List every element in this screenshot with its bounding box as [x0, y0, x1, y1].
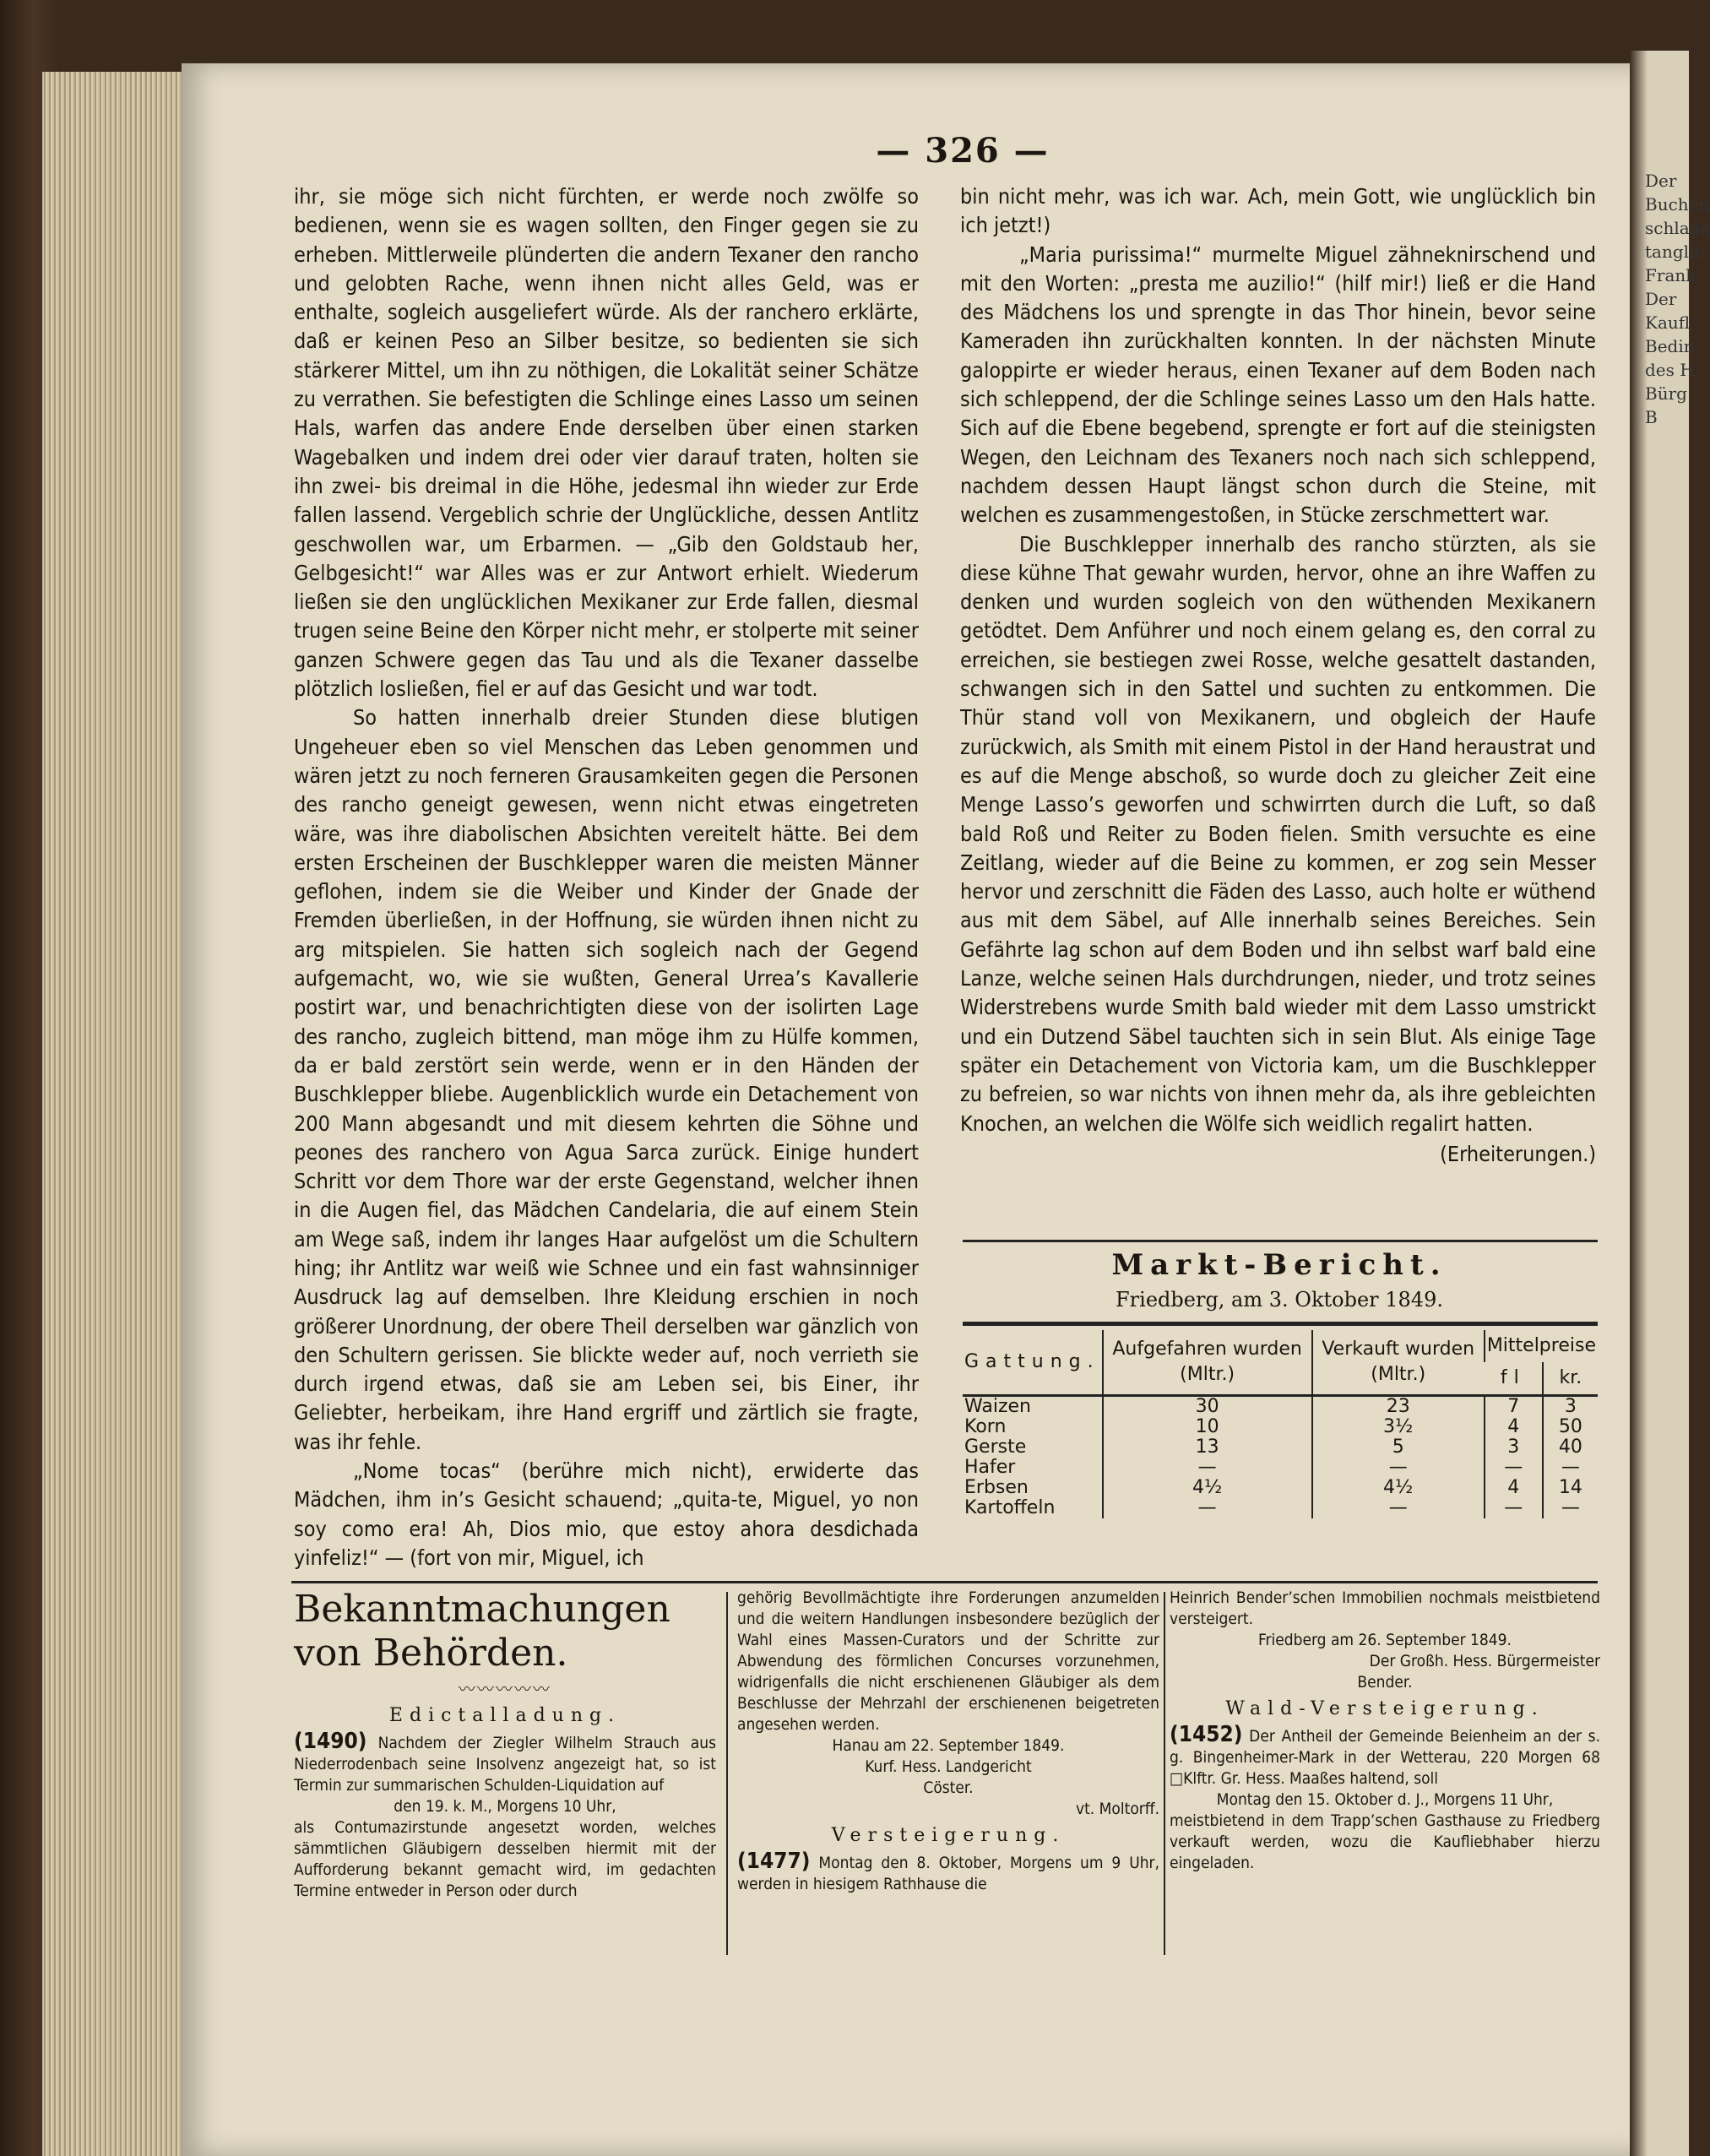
page-number: — 326 —	[876, 131, 1050, 171]
next-page-fragment: Frank	[1645, 265, 1696, 285]
value-cell: 40	[1543, 1437, 1598, 1458]
table-top-rule	[963, 1322, 1598, 1326]
value-cell: 50	[1543, 1417, 1598, 1437]
bottom-section-rule	[291, 1581, 1598, 1583]
next-page-fragment: tanglic	[1645, 242, 1704, 262]
column-header-verkauft: Verkauft wurden (Mltr.)	[1312, 1330, 1485, 1396]
next-page-fragment: Bürg	[1645, 383, 1687, 404]
grain-type-cell: Korn	[964, 1416, 1007, 1437]
table-row	[963, 1498, 1598, 1518]
value-cell: —	[1485, 1458, 1543, 1478]
notices-column-3	[1170, 1588, 1600, 1874]
value-cell: —	[1543, 1458, 1598, 1478]
grain-type-cell: Waizen	[963, 1396, 1103, 1418]
value-cell: —	[1485, 1498, 1543, 1518]
column-divider	[726, 1592, 728, 1955]
paragraph: ihr, sie möge sich nicht fürchten, er werde noch zwölfe so bedienen, wenn sie es wagen sollten, den Finger gegen sie zu erheben. Mittlerweile plünderten die andern Texaner den rancho und gelobten Rache, wenn ihnen nicht alles Geld, was er enthalte, sogleich ausgeliefert würde. Als der ranchero erklärte, daß er keinen Peso an Silber besitze, so bedienten sie sich stärkerer Mittel, um ihn zu nöthigen, die Lokalität seiner Schätze zu verrathen. Sie befestigten die Schlinge eines Lasso um seinen Hals, warfen das andere Ende derselben über einen starken Wagebalken und indem drei oder vier darauf traten, holten sie ihn zwei- bis dreimal in die Höhe, jedesmal ihn wieder zur Erde fallen lassend. Vergeblich schrie der Unglückliche, dessen Antlitz geschwollen war, um Erbarmen. — „Gib den Goldstaub her, Gelbgesicht!“ war Alles was er zur Antwort erhielt. Wiederum ließen sie den unglücklichen Mexikaner zur Erde fallen, diesmal trugen seine Beine den Körper nicht mehr, er stolperte mit seiner ganzen Schwere gegen das Tau und als die Texaner dasselbe plötzlich losließen, fiel er auf das Gesicht und war todt.	[294, 184, 919, 702]
next-page-fragment: Der	[1645, 171, 1677, 191]
notice-office: Der Großh. Hess. Bürgermeister	[1369, 1652, 1600, 1670]
notice-title: Edictalladung.	[388, 1705, 622, 1726]
market-report-title: Markt-Bericht.	[1111, 1248, 1447, 1282]
paragraph: bin nicht mehr, was ich war. Ach, mein Gott, wie unglücklich bin ich jetzt!)	[960, 184, 1596, 238]
notice-court: Kurf. Hess. Landgericht	[865, 1757, 1032, 1776]
page-edges	[42, 72, 194, 2156]
value-cell: 13	[1103, 1437, 1312, 1458]
value-cell: 23	[1312, 1396, 1485, 1418]
notice-title: Versteigerung.	[831, 1825, 1066, 1846]
next-page-fragment: Buchen	[1645, 194, 1710, 215]
next-page-fragment: Bedin	[1645, 336, 1695, 356]
paragraph: Die Buschklepper innerhalb des rancho stürzten, als sie diese kühne That gewahr wurden, hervor, ohne an ihre Waffen zu denken und wurden sogleich von den wüthenden Mexikanern getödtet. Dem Anführer und noch einem gelang es, den corral zu erreichen, sie bestiegen zwei Rosse, welche gesattelt dastanden, schwangen sich in den Sattel und suchten zu entkommen. Die Thür stand voll von Mexikanern, und obgleich der Haufe zurückwich, als Smith mit einem Pistol in der Hand heraustrat und es auf die Menge abschoß, so wurde doch zu gleicher Zeit eine Menge Lasso’s geworfen und schwirrten durch die Luft, so daß bald Roß und Reiter zu Boden fielen. Smith versuchte es eine Zeitlang, wieder auf die Beine zu kommen, er zog sein Messer hervor und zerschnitt die Fäden des Lasso, auch holte er wüthend aus mit dem Säbel, auf Alle innerhalb seines Bereiches. Sein Gefährte lag schon auf dem Boden und ihn selbst warf bald eine Lanze, welche seinen Hals durchdrungen, nieder, und trotz seines Widerstrebens wurde Smith bald wieder mit dem Lasso umstrickt und ein Dutzend Säbel tauchten sich in sein Blut. Als einige Tage später ein Detachement von Victoria kam, um die Buschklepper zu befreien, so war nichts von ihnen mehr da, als ihre gebleichten Knochen, an welchen die Wölfe sich weidlich regalirt hatten.	[960, 531, 1596, 1136]
table-row	[963, 1437, 1598, 1458]
value-cell: 10	[1103, 1417, 1312, 1437]
source-attribution: (Erheiterungen.)	[1440, 1141, 1596, 1166]
grain-type-cell: Gerste	[964, 1436, 1027, 1458]
table-row	[963, 1417, 1598, 1437]
column-header-aufgefahren: Aufgefahren wurden (Mltr.)	[1103, 1330, 1312, 1396]
market-report-dateline: Friedberg, am 3. Oktober 1849.	[1116, 1288, 1443, 1312]
value-cell: 4½	[1103, 1478, 1312, 1498]
table-row	[963, 1478, 1598, 1498]
notice-text: meistbietend in dem Trapp’schen Gasthause zu Friedberg verkauft werden, wozu die Kaufliebhaber hierzu eingeladen.	[1170, 1811, 1600, 1872]
column-header-fl: fl	[1500, 1367, 1526, 1388]
value-cell: 3	[1485, 1437, 1543, 1458]
market-price-table	[963, 1330, 1598, 1518]
grain-type-cell: Erbsen	[964, 1477, 1029, 1498]
next-page-fragment: des H	[1645, 360, 1695, 380]
notice-text: Heinrich Bender’schen Immobilien nochmals meistbietend versteigert.	[1170, 1588, 1600, 1628]
value-cell: 3	[1543, 1396, 1598, 1418]
notices-heading: Bekanntmachungen von Behörden.	[294, 1588, 670, 1675]
notice-text: als Contumazirstunde angesetzt worden, welches sämmtlichen Gläubigern desselben hiermit mit der Aufforderung bekannt gemacht wird, im gedachten Termine entweder in Person oder durch	[294, 1818, 716, 1900]
value-cell: —	[1312, 1498, 1485, 1518]
next-page-fragment: Der	[1645, 289, 1677, 309]
section-rule	[963, 1240, 1598, 1242]
notices-column-1	[294, 1588, 716, 1902]
notice-place-date: Friedberg am 26. September 1849.	[1258, 1631, 1512, 1649]
left-article-column	[294, 182, 919, 1572]
column-header-mittelpreise: Mittelpreise	[1485, 1330, 1598, 1362]
notice-signature: vt. Moltorff.	[1076, 1800, 1159, 1818]
value-cell: —	[1103, 1498, 1312, 1518]
notice-signature: Bender.	[1357, 1673, 1413, 1692]
paragraph: „Nome tocas“ (berühre mich nicht), erwiderte das Mädchen, ihm in’s Gesicht schauend; „quita-te, Miguel, yo non soy como era! Ah, Dios mio, que estoy ahora desdichada yinfeliz!“ — (fort von mir, Miguel, ich	[294, 1458, 919, 1570]
column-divider	[1164, 1592, 1165, 1955]
notice-number: (1477)	[737, 1849, 811, 1874]
notice-text: Nachdem der Ziegler Wilhelm Strauch aus Niederrodenbach seine Insolvenz angezeigt hat, so ist Termin zur summarischen Schulden-Liquidation auf	[294, 1734, 717, 1795]
column-header-gattung: Gattung.	[964, 1351, 1100, 1372]
next-page-fragment: schlage	[1645, 218, 1710, 238]
value-cell: 5	[1312, 1437, 1485, 1458]
notice-title: Wald-Versteigerung.	[1225, 1698, 1544, 1719]
value-cell: 14	[1543, 1478, 1598, 1498]
paragraph: „Maria purissima!“ murmelte Miguel zähneknirschend und mit den Worten: „presta me auzilio!“ (hilf mir!) ließ er die Hand des Mädchens los und sprengte in das Thor hinein, bevor seine Kameraden ihn zurückhalten konnten. In der nächsten Minute galoppirte er wieder heraus, einen Texaner auf dem Boden nach sich schleppend, der die Schlinge seines Lasso um den Hals hatte. Sich auf die Ebene begebend, sprengte er fort auf die steinigsten Wegen, den Leichnam des Texaners noch nach sich schleppend, nachdem dessen Haupt längst schon durch die Steine, mit welchen es zusammengestoßen, in Stücke zerschmettert war.	[960, 242, 1596, 528]
value-cell: —	[1312, 1458, 1485, 1478]
paragraph: So hatten innerhalb dreier Stunden diese blutigen Ungeheuer eben so viel Menschen das Leben genommen und wären jetzt zu noch ferneren Grausamkeiten gegen die Personen des rancho geneigt gewesen, wenn nicht etwas eingetreten wäre, was ihre diabolischen Absichten vereitelt hätte. Bei dem ersten Erscheinen der Buschklepper waren die meisten Männer geflohen, indem sie die Weiber und Kinder der Gnade der Fremden überließen, in der Hoffnung, sie würden ihnen nicht zu arg mitspielen. Sie hatten sich sogleich nach der Gegend aufgemacht, wo, wie sie wußten, General Urrea’s Kavallerie postirt war, und benachrichtigten diese von der isolirten Lage des rancho, zugleich bittend, man möge ihm zu Hülfe kommen, da er bald zerstört sein werde, wenn er in den Händen der Buschklepper bliebe. Augenblicklich wurde ein Detachement von 200 Mann abgesandt und mit diesem kehrten die Söhne und peones des ranchero von Agua Sarca zurück. Einige hundert Schritt vor dem Thore war der erste Gegenstand, welcher ihnen in die Augen fiel, das Mädchen Candelaria, die auf einem Stein am Wege saß, indem ihr langes Haar aufgelöst um die Schultern hing; ihr Antlitz war weiß wie Schnee und ein fast wahnsinniger Ausdruck lag auf demselben. Ihre Kleidung erschien in noch größerer Unordnung, der obere Theil derselben war gänzlich von den Schultern gerissen. Sie blickte weder auf, noch verrieth sie durch irgend etwas, daß sie am Leben sei, bis Einer, ihr Geliebter, herbeikam, ihre Hand ergriff und zärtlich sie fragte, was ihr fehle.	[294, 705, 919, 1454]
value-cell: —	[1103, 1458, 1312, 1478]
notice-date: Montag den 15. Oktober d. J., Morgens 11 Uhr,	[1216, 1790, 1554, 1809]
notice-number: (1490)	[294, 1729, 367, 1754]
grain-type-cell: Hafer	[964, 1457, 1016, 1478]
notice-place-date: Hanau am 22. September 1849.	[832, 1736, 1065, 1755]
table-row	[963, 1396, 1598, 1418]
value-cell: 4	[1485, 1478, 1543, 1498]
grain-type-cell: Kartoffeln	[964, 1497, 1056, 1518]
next-page-edge	[1630, 51, 1710, 2156]
value-cell: 4½	[1312, 1478, 1485, 1498]
value-cell: 4	[1485, 1417, 1543, 1437]
next-page-fragment: Kaufl	[1645, 312, 1691, 333]
column-header-kr: kr.	[1543, 1362, 1598, 1396]
notice-date: den 19. k. M., Morgens 10 Uhr,	[394, 1797, 616, 1816]
next-page-fragment: B	[1645, 407, 1658, 427]
notices-column-2	[737, 1588, 1159, 1895]
ornament-divider: 〰〰〰〰〰	[459, 1679, 551, 1699]
table-row	[963, 1458, 1598, 1478]
notice-signature: Cöster.	[923, 1779, 974, 1797]
value-cell: —	[1543, 1498, 1598, 1518]
value-cell: 7	[1485, 1396, 1543, 1418]
notice-text: Der Antheil der Gemeinde Beienheim an der s. g. Bingenheimer-Mark in der Wetterau, 220 Morgen 68 □Klftr. Gr. Hess. Maaßes haltend, soll	[1170, 1727, 1601, 1788]
notice-number: (1452)	[1170, 1722, 1243, 1747]
notice-text: gehörig Bevollmächtigte ihre Forderungen anzumelden und die weitern Handlungen insbesondere bezüglich der Wahl eines Massen-Curators und der Schritte zur Abwendung des förmlichen Concurses vorzunehmen, widrigenfalls die nicht erschienenen Gläubiger als dem Beschlusse der Mehrzahl der erschienenen beigetreten angesehen werden.	[737, 1588, 1159, 1734]
notice-text: Montag den 8. Oktober, Morgens um 9 Uhr, werden in hiesigem Rathhause die	[737, 1854, 1159, 1893]
value-cell: 30	[1103, 1396, 1312, 1418]
right-article-column	[960, 182, 1596, 1166]
value-cell: 3½	[1312, 1417, 1485, 1437]
